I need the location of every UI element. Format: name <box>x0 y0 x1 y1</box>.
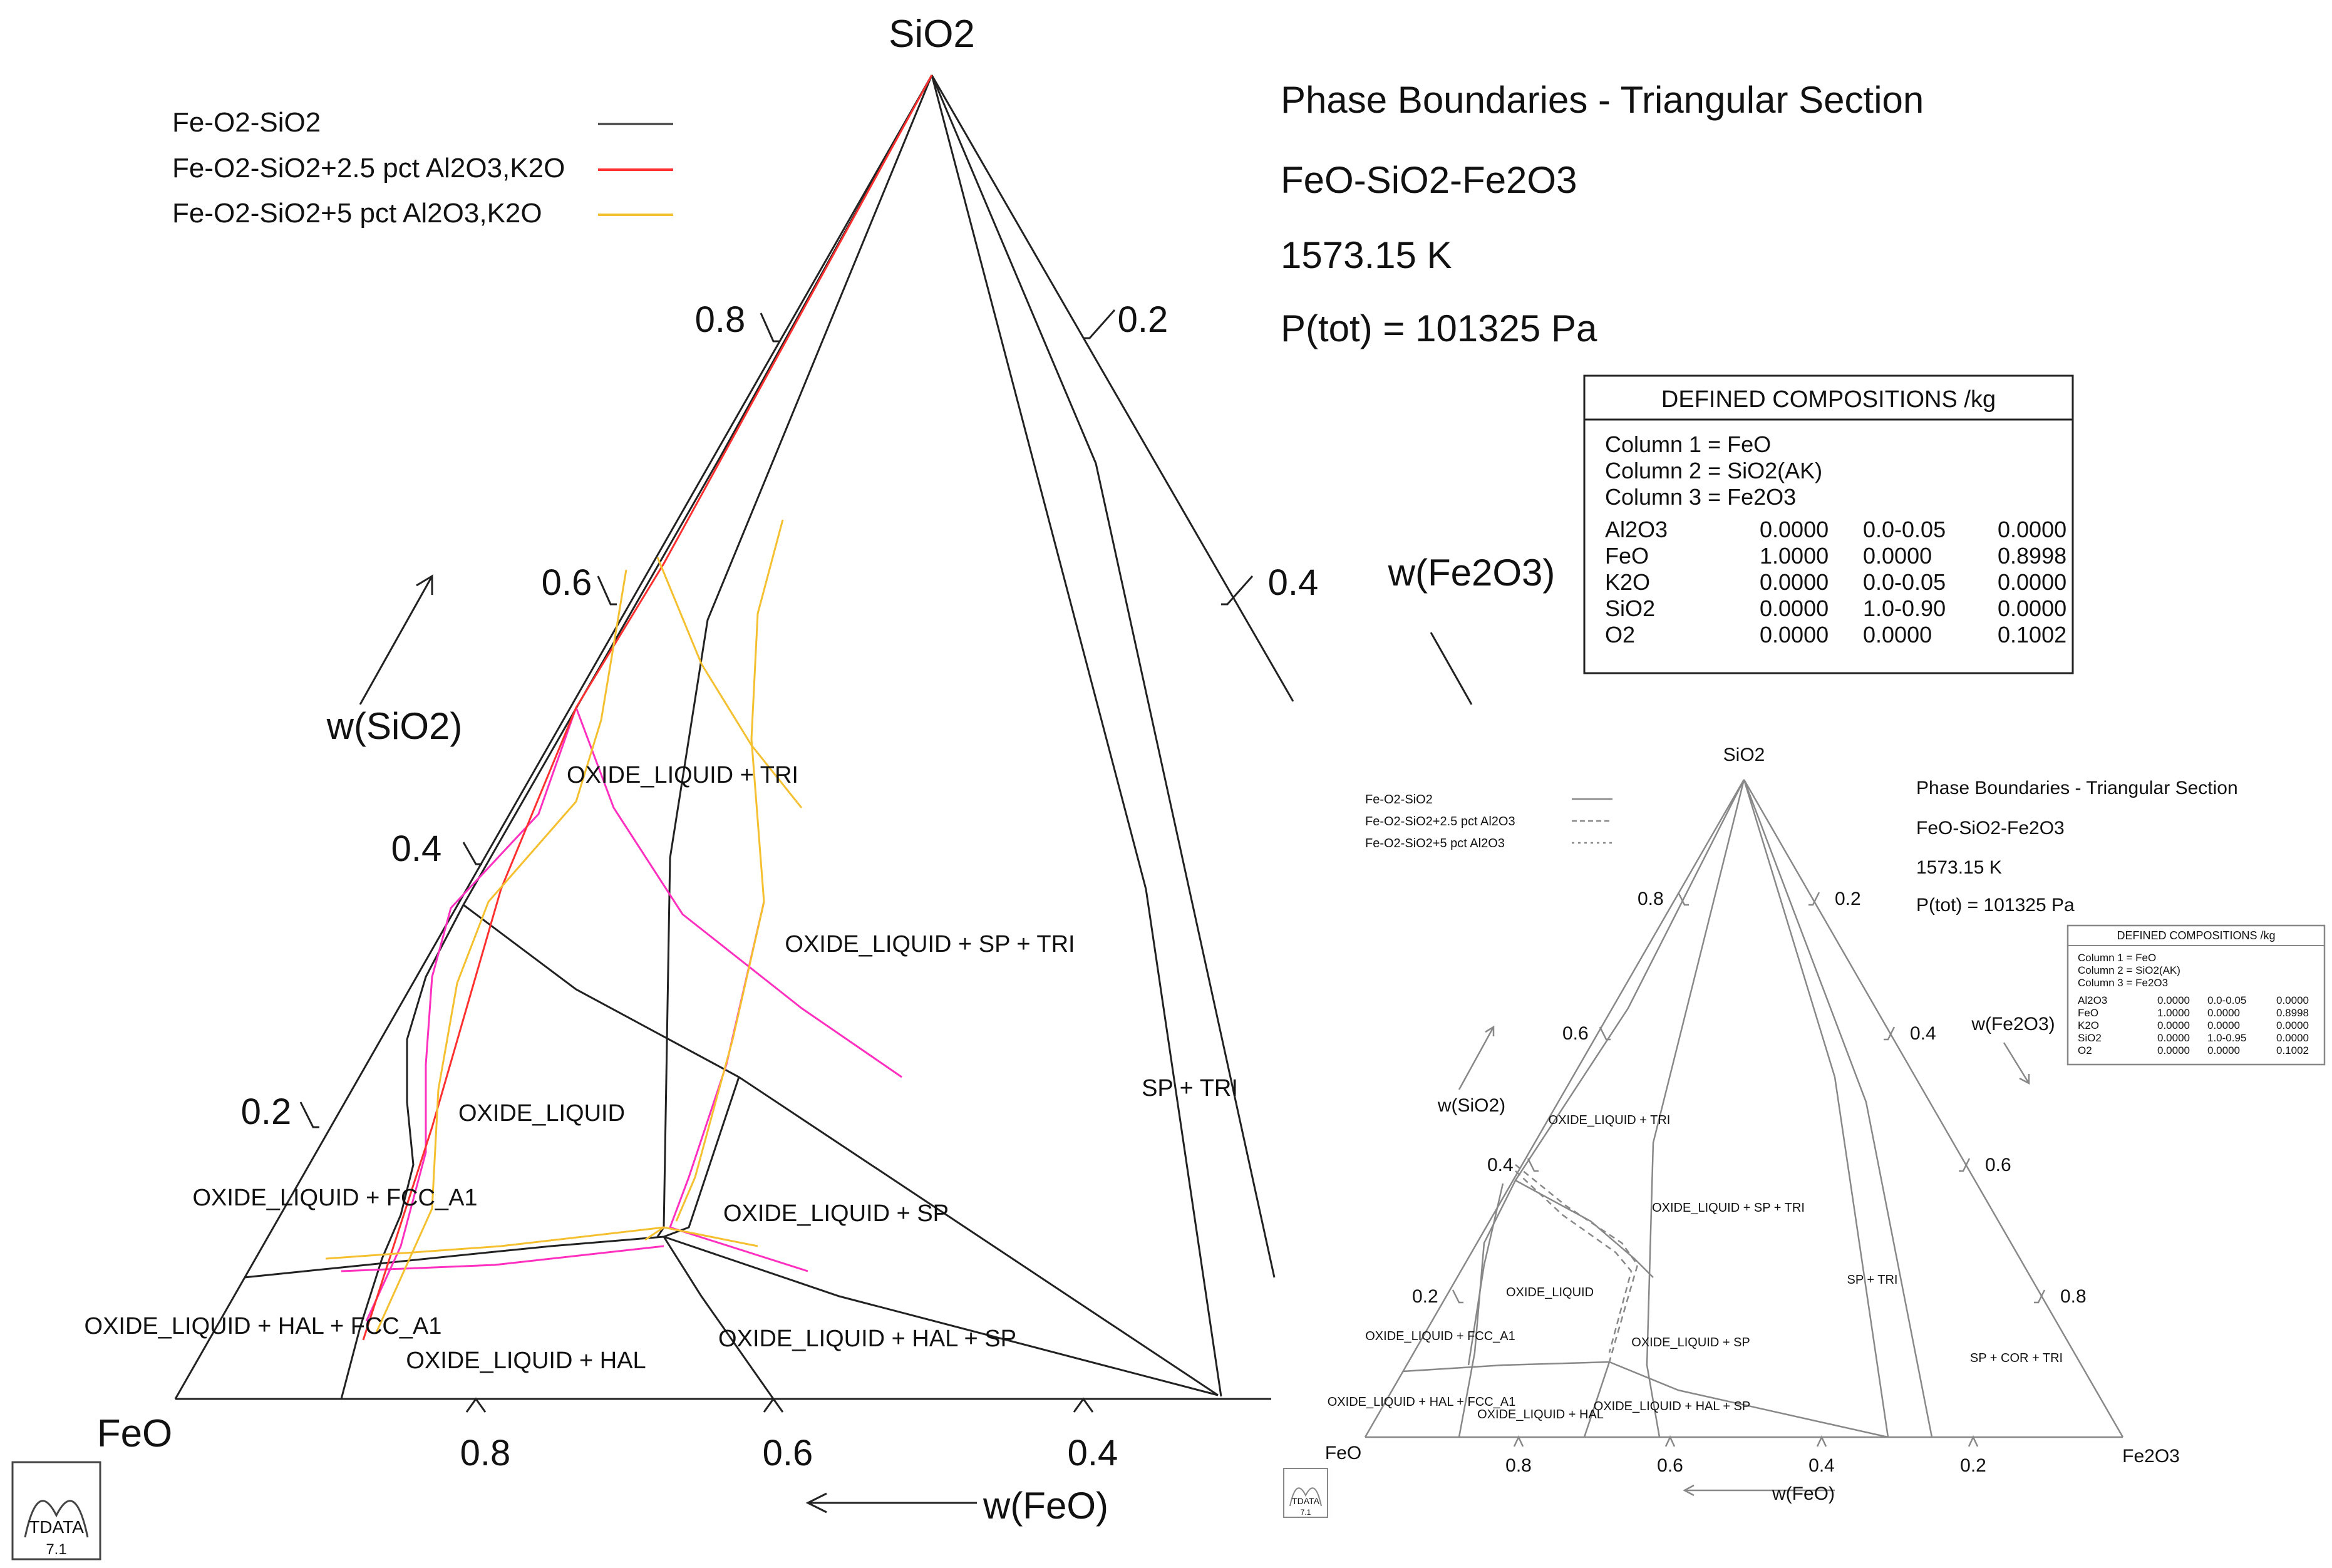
large-tick-sio2-0.2: 0.2 <box>240 1091 292 1132</box>
small-ternary-diagram <box>1284 745 2324 1517</box>
svg-text:Column 2 = SiO2(AK): Column 2 = SiO2(AK) <box>2078 964 2180 976</box>
small-legend <box>1365 793 1612 850</box>
svg-text:0.0000: 0.0000 <box>2157 1044 2190 1056</box>
svg-text:Column 1 = FeO: Column 1 = FeO <box>2078 952 2157 964</box>
svg-text:0.1002: 0.1002 <box>2276 1044 2309 1056</box>
svg-text:0.0000: 0.0000 <box>2276 1032 2309 1044</box>
svg-text:0.0000: 0.0000 <box>1863 543 1932 569</box>
svg-text:OXIDE_LIQUID + FCC_A1: OXIDE_LIQUID + FCC_A1 <box>1365 1329 1515 1343</box>
svg-text:1.0-0.95: 1.0-0.95 <box>2207 1032 2247 1044</box>
large-region-liquid-sp: OXIDE_LIQUID + SP <box>723 1200 949 1227</box>
large-tick-feo-0.4: 0.4 <box>1067 1433 1118 1473</box>
svg-text:1.0000: 1.0000 <box>1760 543 1829 569</box>
svg-text:Al2O3: Al2O3 <box>1605 517 1668 542</box>
large-ternary-diagram <box>13 13 2073 1559</box>
svg-text:0.4: 0.4 <box>1487 1155 1514 1175</box>
svg-text:P(tot) = 101325 Pa: P(tot) = 101325 Pa <box>1916 895 2075 916</box>
large-compositions-box <box>1584 376 2073 673</box>
svg-text:K2O: K2O <box>1605 569 1651 595</box>
large-region-liquid-fcc: OXIDE_LIQUID + FCC_A1 <box>192 1185 478 1211</box>
large-comp-column-3: Column 3 = Fe2O3 <box>1605 484 1797 510</box>
svg-text:SiO2: SiO2 <box>2078 1032 2102 1044</box>
svg-text:0.8998: 0.8998 <box>1998 543 2067 569</box>
small-axis-arrows <box>1459 1027 2029 1495</box>
small-tick-labels <box>1412 889 2087 1476</box>
small-boundaries-dashed <box>1515 1165 1638 1362</box>
large-comp-column-1: Column 1 = FeO <box>1605 431 1772 457</box>
svg-text:1.0000: 1.0000 <box>2157 1007 2190 1019</box>
svg-text:TDATA: TDATA <box>29 1517 84 1537</box>
svg-text:7.1: 7.1 <box>1300 1508 1311 1517</box>
svg-text:FeO: FeO <box>2078 1007 2099 1019</box>
small-vertex-feo: FeO <box>1324 1443 1362 1463</box>
svg-text:0.0000: 0.0000 <box>1760 517 1829 542</box>
svg-text:0.2: 0.2 <box>1412 1286 1438 1307</box>
small-region-labels <box>1328 1113 2063 1421</box>
svg-text:0.1002: 0.1002 <box>1998 622 2067 647</box>
small-title-block <box>1916 778 2238 916</box>
svg-text:0.0000: 0.0000 <box>1760 569 1829 595</box>
svg-text:OXIDE_LIQUID + SP: OXIDE_LIQUID + SP <box>1631 1336 1750 1349</box>
svg-text:OXIDE_LIQUID + SP + TRI: OXIDE_LIQUID + SP + TRI <box>1652 1201 1805 1215</box>
svg-text:0.8: 0.8 <box>2060 1286 2087 1307</box>
large-compositions-title: DEFINED COMPOSITIONS /kg <box>1661 386 1996 413</box>
large-axis-label-fe2o3: w(Fe2O3) <box>1388 552 1556 594</box>
large-title-line-4: P(tot) = 101325 Pa <box>1281 307 1597 349</box>
svg-text:OXIDE_LIQUID + HAL: OXIDE_LIQUID + HAL <box>1477 1408 1604 1421</box>
svg-text:0.6: 0.6 <box>1562 1023 1589 1044</box>
large-tick-sio2-0.6: 0.6 <box>541 562 592 603</box>
small-axis-label-fe2o3: w(Fe2O3) <box>1971 1014 2055 1034</box>
svg-text:0.0000: 0.0000 <box>1760 622 1829 647</box>
svg-text:0.0-0.05: 0.0-0.05 <box>1863 569 1946 595</box>
large-vertex-feo: FeO <box>96 1412 173 1455</box>
large-region-sp-tri: SP + TRI <box>1142 1075 1238 1101</box>
large-legend-label-2: Fe-O2-SiO2+2.5 pct Al2O3,K2O <box>172 153 565 183</box>
large-title-line-3: 1573.15 K <box>1281 234 1452 276</box>
large-tick-fe2o3-0.4: 0.4 <box>1267 562 1319 603</box>
svg-text:SP + COR + TRI: SP + COR + TRI <box>1969 1351 2063 1365</box>
svg-text:TDATA: TDATA <box>1292 1496 1319 1506</box>
svg-text:0.8998: 0.8998 <box>2276 1007 2309 1019</box>
large-tick-feo-0.6: 0.6 <box>762 1433 813 1473</box>
svg-text:O2: O2 <box>1605 622 1636 647</box>
svg-text:1573.15 K: 1573.15 K <box>1916 857 2002 878</box>
svg-text:FeO-SiO2-Fe2O3: FeO-SiO2-Fe2O3 <box>1916 818 2065 838</box>
svg-text:0.6: 0.6 <box>1657 1455 1683 1476</box>
svg-text:0.0000: 0.0000 <box>1998 596 2067 621</box>
svg-text:0.0-0.05: 0.0-0.05 <box>1863 517 1946 542</box>
svg-text:0.0000: 0.0000 <box>2276 1019 2309 1031</box>
svg-text:DEFINED COMPOSITIONS /kg: DEFINED COMPOSITIONS /kg <box>2117 929 2276 942</box>
svg-text:OXIDE_LIQUID + HAL + SP: OXIDE_LIQUID + HAL + SP <box>1593 1400 1751 1413</box>
large-legend-label-3: Fe-O2-SiO2+5 pct Al2O3,K2O <box>172 198 542 229</box>
svg-text:OXIDE_LIQUID: OXIDE_LIQUID <box>1505 1286 1594 1299</box>
svg-text:0.4: 0.4 <box>1808 1455 1835 1476</box>
svg-text:Fe-O2-SiO2+2.5 pct Al2O3: Fe-O2-SiO2+2.5 pct Al2O3 <box>1365 815 1515 828</box>
large-region-liquid-sp-tri: OXIDE_LIQUID + SP + TRI <box>785 931 1075 957</box>
large-region-liquid-hal: OXIDE_LIQUID + HAL <box>406 1348 646 1374</box>
svg-text:0.4: 0.4 <box>1910 1023 1936 1044</box>
svg-text:K2O: K2O <box>2078 1019 2100 1031</box>
large-region-liquid-hal-fcc: OXIDE_LIQUID + HAL + FCC_A1 <box>84 1313 442 1339</box>
svg-text:1.0-0.90: 1.0-0.90 <box>1863 596 1946 621</box>
large-title-block <box>1281 79 1924 349</box>
svg-text:0.0000: 0.0000 <box>1998 517 2067 542</box>
svg-text:0.2: 0.2 <box>1835 889 1861 909</box>
large-tick-sio2-0.4: 0.4 <box>391 828 442 869</box>
svg-text:0.0000: 0.0000 <box>2157 994 2190 1006</box>
small-tdata-logo <box>1284 1468 1328 1517</box>
svg-text:0.0000: 0.0000 <box>2207 1019 2240 1031</box>
svg-text:0.8: 0.8 <box>1638 889 1664 909</box>
large-legend-label-1: Fe-O2-SiO2 <box>172 107 321 138</box>
small-vertex-fe2o3: Fe2O3 <box>2122 1446 2180 1467</box>
svg-text:Fe-O2-SiO2+5 pct Al2O3: Fe-O2-SiO2+5 pct Al2O3 <box>1365 837 1505 850</box>
svg-text:SiO2: SiO2 <box>1605 596 1656 621</box>
svg-text:OXIDE_LIQUID + HAL + FCC_A1: OXIDE_LIQUID + HAL + FCC_A1 <box>1327 1395 1516 1409</box>
svg-text:Phase Boundaries - Triangular: Phase Boundaries - Triangular Section <box>1916 778 2238 798</box>
large-axis-label-feo: w(FeO) <box>983 1485 1108 1527</box>
svg-text:0.0000: 0.0000 <box>2207 1007 2240 1019</box>
small-compositions-box <box>2068 926 2324 1065</box>
large-ticks <box>301 310 1252 1412</box>
svg-text:0.0000: 0.0000 <box>1760 596 1829 621</box>
svg-text:Column 3 = Fe2O3: Column 3 = Fe2O3 <box>2078 977 2169 989</box>
small-vertex-sio2: SiO2 <box>1723 745 1765 765</box>
large-title-line-2: FeO-SiO2-Fe2O3 <box>1281 159 1577 201</box>
large-tick-fe2o3-0.2: 0.2 <box>1117 299 1169 340</box>
large-vertex-sio2: SiO2 <box>889 13 975 56</box>
large-region-liquid-hal-sp: OXIDE_LIQUID + HAL + SP <box>718 1326 1016 1352</box>
svg-text:Al2O3: Al2O3 <box>2078 994 2108 1006</box>
large-axis-label-sio2: w(SiO2) <box>326 705 463 747</box>
large-title-line-1: Phase Boundaries - Triangular Section <box>1281 79 1924 121</box>
large-legend <box>172 107 673 229</box>
large-region-liquid: OXIDE_LIQUID <box>458 1100 626 1127</box>
large-comp-column-2: Column 2 = SiO2(AK) <box>1605 458 1823 483</box>
svg-text:0.0000: 0.0000 <box>2157 1019 2190 1031</box>
svg-text:0.0000: 0.0000 <box>2207 1044 2240 1056</box>
svg-text:SP + TRI: SP + TRI <box>1847 1273 1898 1287</box>
small-axis-label-feo: w(FeO) <box>1772 1483 1835 1504</box>
large-region-labels <box>85 762 1238 1374</box>
large-tdata-logo <box>13 1462 100 1559</box>
svg-text:0.0000: 0.0000 <box>1998 569 2067 595</box>
svg-text:Fe-O2-SiO2: Fe-O2-SiO2 <box>1365 793 1433 807</box>
svg-text:0.0-0.05: 0.0-0.05 <box>2207 994 2247 1006</box>
large-tick-sio2-0.8: 0.8 <box>694 299 746 340</box>
svg-text:0.8: 0.8 <box>1505 1455 1532 1476</box>
svg-text:7.1: 7.1 <box>46 1541 67 1558</box>
svg-text:FeO: FeO <box>1605 543 1649 569</box>
svg-text:0.0000: 0.0000 <box>1863 622 1932 647</box>
svg-text:0.6: 0.6 <box>1985 1155 2011 1175</box>
large-region-liquid-tri: OXIDE_LIQUID + TRI <box>567 762 798 788</box>
small-axis-label-sio2: w(SiO2) <box>1437 1095 1506 1116</box>
svg-text:0.0000: 0.0000 <box>2276 994 2309 1006</box>
svg-text:OXIDE_LIQUID + TRI: OXIDE_LIQUID + TRI <box>1548 1113 1671 1127</box>
svg-text:O2: O2 <box>2078 1044 2092 1056</box>
svg-text:0.2: 0.2 <box>1960 1455 1986 1476</box>
large-tick-feo-0.8: 0.8 <box>460 1433 511 1473</box>
svg-text:0.0000: 0.0000 <box>2157 1032 2190 1044</box>
